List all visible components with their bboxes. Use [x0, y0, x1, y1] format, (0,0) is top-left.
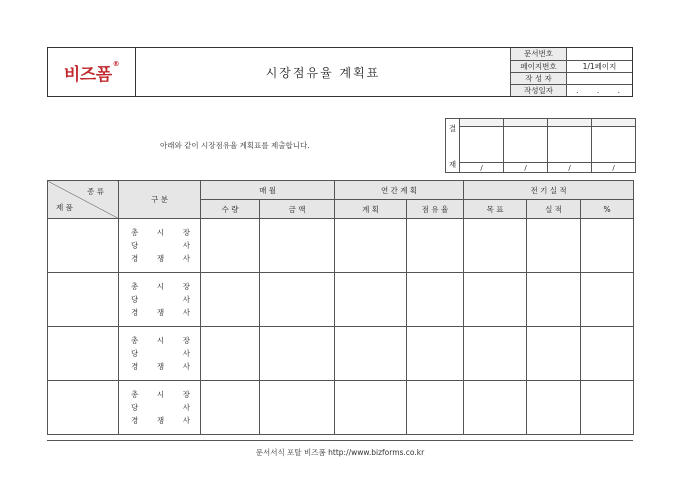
data-cell[interactable]	[464, 381, 527, 435]
previous-results-header: 전 기 실 적	[464, 181, 634, 200]
division-label-char: 당	[131, 349, 139, 358]
sub-header-target: 목 표	[464, 200, 527, 219]
meta-value-doc-number[interactable]	[567, 48, 633, 60]
meta-value-date[interactable]: . . .	[567, 84, 633, 96]
division-label-line	[131, 226, 190, 239]
division-label-line	[131, 280, 190, 293]
approval-sign-cell[interactable]	[592, 127, 636, 163]
data-cell[interactable]	[201, 273, 260, 327]
meta-label-page-number: 페이지번호	[511, 60, 567, 72]
approval-date-cell[interactable]: /	[548, 163, 592, 173]
product-cell[interactable]	[48, 219, 119, 273]
data-cell[interactable]	[201, 327, 260, 381]
division-label-char: 사	[182, 403, 190, 412]
data-cell[interactable]	[335, 219, 407, 273]
data-cell[interactable]	[260, 381, 335, 435]
sub-header-percent: %	[581, 200, 634, 219]
data-cell[interactable]	[527, 219, 581, 273]
data-cell[interactable]	[407, 219, 464, 273]
approval-date-cell[interactable]: /	[592, 163, 636, 173]
division-label-char: 장	[182, 390, 190, 399]
data-cell[interactable]	[464, 273, 527, 327]
approval-side-label: 결 재	[446, 119, 460, 173]
division-label-char: 시	[156, 282, 165, 291]
sub-header-actual: 실 적	[527, 200, 581, 219]
data-cell[interactable]	[527, 381, 581, 435]
footer-divider	[47, 440, 633, 441]
division-label-char: 시	[156, 228, 165, 237]
division-label-char: 장	[182, 336, 190, 345]
meta-label-doc-number: 문서번호	[511, 48, 567, 60]
division-label-char: 쟁	[156, 254, 165, 263]
bizforms-logo: 비즈폼®	[63, 59, 120, 85]
division-label-char: 사	[182, 254, 190, 263]
division-label-char: 경	[131, 308, 139, 317]
division-label-char: 사	[182, 349, 190, 358]
division-label-line	[131, 334, 190, 347]
product-cell[interactable]	[48, 273, 119, 327]
data-cell[interactable]	[407, 327, 464, 381]
table-row	[48, 327, 634, 381]
division-label-char: 쟁	[156, 362, 165, 371]
meta-value-page-number[interactable]: 1/1페이지	[567, 60, 633, 72]
approval-date-cell[interactable]: /	[460, 163, 504, 173]
division-label-line	[131, 388, 190, 401]
monthly-header: 매 월	[201, 181, 335, 200]
division-label-char: 사	[182, 362, 190, 371]
division-labels	[119, 219, 201, 273]
approval-header-cell[interactable]	[548, 119, 592, 127]
data-cell[interactable]	[581, 327, 634, 381]
data-cell[interactable]	[581, 273, 634, 327]
document-header	[47, 47, 633, 97]
approval-sign-cell[interactable]	[460, 127, 504, 163]
data-cell[interactable]	[527, 273, 581, 327]
sub-header-plan: 계 획	[335, 200, 407, 219]
data-cell[interactable]	[201, 219, 260, 273]
data-cell[interactable]	[260, 327, 335, 381]
meta-label-date: 작성일자	[511, 84, 567, 96]
division-label-char: 당	[131, 295, 139, 304]
division-label-line	[131, 347, 190, 360]
table-row	[48, 381, 634, 435]
document-title: 시장점유율 계획표	[265, 65, 381, 80]
document-meta-table	[510, 48, 632, 96]
approval-box	[445, 118, 636, 173]
division-label-char: 당	[131, 241, 139, 250]
division-label-line	[131, 239, 190, 252]
table-row	[48, 219, 634, 273]
division-label-line	[131, 293, 190, 306]
division-label-char: 장	[182, 282, 190, 291]
division-label-char: 총	[131, 390, 139, 399]
corner-header: 종 류 제 품	[48, 181, 119, 219]
footer-text: 문서서식 포탈 비즈폼 http://www.bizforms.co.kr	[255, 448, 425, 457]
division-label-char: 시	[156, 390, 165, 399]
division-labels	[119, 327, 201, 381]
annual-plan-header: 연 간 계 획	[335, 181, 464, 200]
division-label-char: 사	[182, 241, 190, 250]
table-row	[48, 273, 634, 327]
division-label-line	[131, 414, 190, 427]
data-cell[interactable]	[407, 381, 464, 435]
division-label-char: 쟁	[156, 308, 165, 317]
division-label-char: 경	[131, 362, 139, 371]
meta-value-author[interactable]	[567, 72, 633, 84]
approval-sign-cell[interactable]	[548, 127, 592, 163]
division-label-char: 경	[131, 416, 139, 425]
meta-label-author: 작 성 자	[511, 72, 567, 84]
market-share-table	[47, 180, 634, 435]
data-cell[interactable]	[260, 273, 335, 327]
division-label-char: 쟁	[156, 416, 165, 425]
product-cell[interactable]	[48, 327, 119, 381]
division-label-char: 사	[182, 295, 190, 304]
approval-header-cell[interactable]	[504, 119, 548, 127]
data-cell[interactable]	[201, 381, 260, 435]
division-header: 구 분	[119, 181, 201, 219]
data-cell[interactable]	[581, 381, 634, 435]
division-label-char: 사	[182, 416, 190, 425]
product-cell[interactable]	[48, 381, 119, 435]
approval-header-cell[interactable]	[460, 119, 504, 127]
division-label-line	[131, 360, 190, 373]
data-cell[interactable]	[407, 273, 464, 327]
division-label-char: 경	[131, 254, 139, 263]
division-label-char: 시	[156, 336, 165, 345]
sub-header-quantity: 수 량	[201, 200, 260, 219]
data-cell[interactable]	[464, 219, 527, 273]
division-label-char: 사	[182, 308, 190, 317]
data-cell[interactable]	[335, 327, 407, 381]
approval-date-cell[interactable]: /	[504, 163, 548, 173]
division-label-char: 총	[131, 282, 139, 291]
data-cell[interactable]	[260, 219, 335, 273]
data-cell[interactable]	[581, 219, 634, 273]
logo-cell	[48, 48, 136, 96]
division-labels	[119, 381, 201, 435]
division-label-char: 총	[131, 336, 139, 345]
division-labels	[119, 273, 201, 327]
sub-header-share: 점 유 율	[407, 200, 464, 219]
division-label-char: 총	[131, 228, 139, 237]
sub-header-amount: 금 액	[260, 200, 335, 219]
division-label-char: 당	[131, 403, 139, 412]
division-label-line	[131, 306, 190, 319]
data-cell[interactable]	[335, 381, 407, 435]
data-cell[interactable]	[464, 327, 527, 381]
intro-text: 아래와 같이 시장점유율 계획표를 제출합니다.	[160, 141, 310, 150]
approval-sign-cell[interactable]	[504, 127, 548, 163]
division-label-line	[131, 252, 190, 265]
division-label-char: 장	[182, 228, 190, 237]
data-cell[interactable]	[335, 273, 407, 327]
approval-header-cell[interactable]	[592, 119, 636, 127]
division-label-line	[131, 401, 190, 414]
data-cell[interactable]	[527, 327, 581, 381]
